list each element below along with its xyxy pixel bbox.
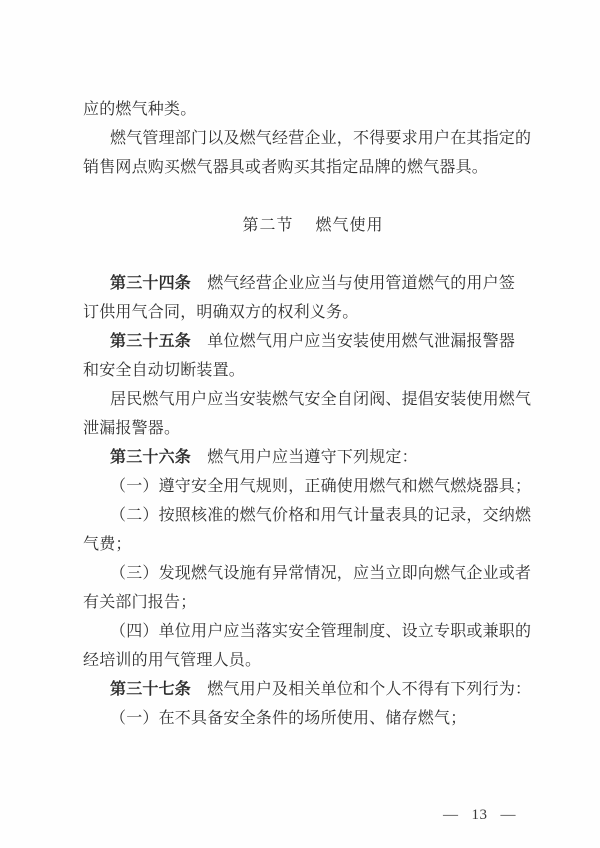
article-number: 第三十四条 [110, 275, 192, 292]
line-text: 气费； [83, 536, 132, 553]
text-line [83, 501, 543, 530]
article-number: 第三十五条 [110, 333, 192, 350]
section-title: 燃气使用 [315, 217, 384, 234]
text-line [83, 559, 543, 588]
line-text: 燃气用户应当遵守下列规定： [191, 449, 418, 466]
line-text: 燃气管理部门以及燃气经营企业，不得要求用户在其指定的 [110, 130, 532, 147]
text-line [83, 530, 543, 559]
line-text: 经培训的用气管理人员。 [83, 652, 262, 669]
line-text: （一）在不具备安全条件的场所使用、储存燃气； [110, 710, 467, 727]
page-number: 13 [471, 807, 488, 823]
line-text: （一）遵守安全用气规则，正确使用燃气和燃气燃烧器具； [110, 478, 532, 495]
line-text: 燃气经营企业应当与使用管道燃气的用户签 [191, 275, 516, 292]
article-number: 第三十七条 [110, 681, 192, 698]
line-text: （三）发现燃气设施有异常情况，应当立即向燃气企业或者 [110, 565, 532, 582]
text-line [83, 124, 543, 153]
text-line [83, 298, 543, 327]
line-text: （二）按照核准的燃气价格和用气计量表具的记录，交纳燃 [110, 507, 532, 524]
footer-dash-left: — [443, 807, 459, 823]
text-line [83, 385, 543, 414]
page-footer [443, 807, 516, 824]
line-text: 有关部门报告； [83, 594, 197, 611]
footer-dash-right: — [500, 807, 516, 823]
text-line [83, 617, 543, 646]
line-text: 居民燃气用户应当安装燃气安全自闭阀、提倡安装使用燃气 [110, 391, 532, 408]
text-line [83, 443, 543, 472]
article-number: 第三十六条 [110, 449, 192, 466]
text-line [83, 356, 543, 385]
text-line [83, 153, 543, 182]
line-text: 泄漏报警器。 [83, 420, 181, 437]
line-text: 和安全自动切断装置。 [83, 362, 246, 379]
line-text: （四）单位用户应当落实安全管理制度、设立专职或兼职的 [110, 623, 532, 640]
text-line [83, 675, 543, 704]
text-line [83, 327, 543, 356]
text-line [83, 414, 543, 443]
text-line [83, 646, 543, 675]
line-text: 燃气用户及相关单位和个人不得有下列行为： [191, 681, 532, 698]
section-heading [83, 211, 543, 240]
text-line [83, 588, 543, 617]
text-line [83, 95, 543, 124]
line-text: 订供用气合同，明确双方的权利义务。 [83, 304, 359, 321]
text-line [83, 472, 543, 501]
line-text: 销售网点购买燃气器具或者购买其指定品牌的燃气器具。 [83, 159, 489, 176]
section-number: 第二节 [242, 217, 294, 234]
line-text: 应的燃气种类。 [83, 101, 197, 118]
line-text: 单位燃气用户应当安装使用燃气泄漏报警器 [191, 333, 516, 350]
body-text [83, 95, 543, 733]
text-line [83, 704, 543, 733]
text-line [83, 269, 543, 298]
